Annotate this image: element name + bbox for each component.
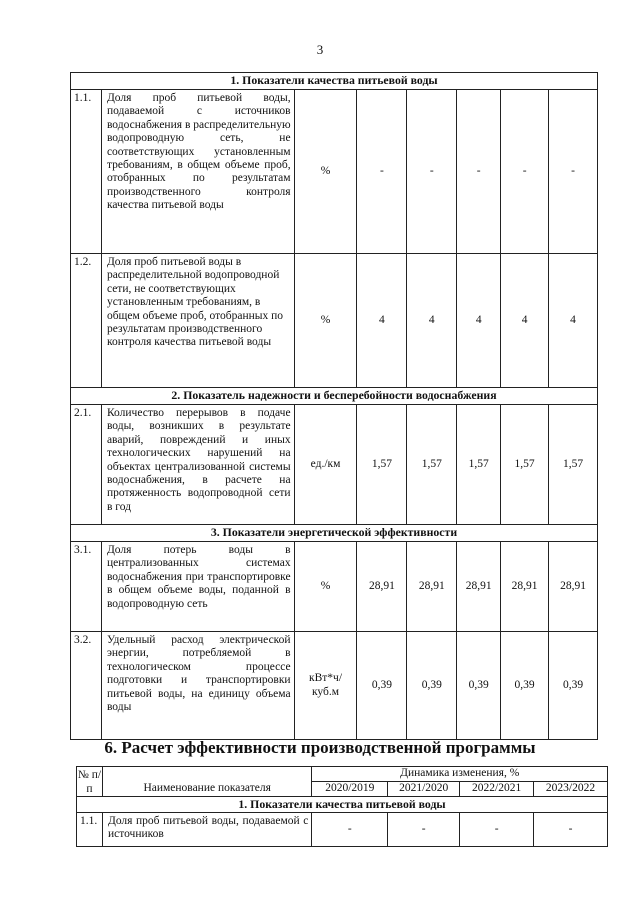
- value-cell: -: [357, 90, 407, 254]
- value-cell: 4: [457, 254, 501, 388]
- value-cell: 1,57: [407, 405, 457, 525]
- value-cell: 1,57: [357, 405, 407, 525]
- row-number: 1.1.: [71, 90, 102, 254]
- table-row: [71, 632, 598, 740]
- indicator-name: Доля проб питьевой воды, подаваемой с источников водоснабжения в распределительную водопроводную сеть, не соответствующих установленным требованиям, в общем объеме проб, отобранных по результатам производственного контроля качества питьевой воды: [101, 90, 294, 254]
- value-cell: 28,91: [549, 542, 598, 632]
- unit-cell: ед./км: [294, 405, 357, 525]
- indicator-name: Количество перерывов в подаче воды, возникших в результате аварий, повреждений и иных технологических нарушений на объектах централизованной системы водоснабжения, в расчете на протяженность водопроводной сети в год: [101, 405, 294, 525]
- table-row: [77, 813, 608, 847]
- page-number: 3: [316, 42, 324, 57]
- value-cell: -: [549, 90, 598, 254]
- unit-cell: кВт*ч/ куб.м: [294, 632, 357, 740]
- value-cell: 28,91: [357, 542, 407, 632]
- indicator-name: Доля потерь воды в централизованных системах водоснабжения при транспортировке в общем объеме воды, поданной в водопроводную сеть: [101, 542, 294, 632]
- value-cell: -: [534, 813, 608, 847]
- value-cell: 4: [357, 254, 407, 388]
- section-header-row: [71, 388, 598, 405]
- value-cell: 0,39: [501, 632, 549, 740]
- table-row: [71, 254, 598, 388]
- value-cell: 4: [549, 254, 598, 388]
- section-header-row: [71, 73, 598, 90]
- period-header: 2023/2022: [534, 782, 608, 797]
- table-row: [71, 90, 598, 254]
- value-cell: 28,91: [501, 542, 549, 632]
- unit-cell: %: [294, 542, 357, 632]
- section-title: 1. Показатели качества питьевой воды: [71, 73, 598, 90]
- table-row: [71, 542, 598, 632]
- dynamics-header: Динамика изменения, %: [312, 767, 608, 782]
- indicator-name: Доля проб питьевой воды в распределительной водопроводной сети, не соответствующих установленным требованиям, в общем объеме проб, отобранных по результатам производственного контроля качества питьевой воды: [101, 254, 294, 388]
- section-header-row: [77, 797, 608, 813]
- value-cell: 0,39: [357, 632, 407, 740]
- number-header: № п/п: [77, 768, 102, 795]
- value-cell: 0,39: [457, 632, 501, 740]
- period-header: 2022/2021: [460, 782, 534, 797]
- value-cell: 1,57: [457, 405, 501, 525]
- indicators-table: [70, 72, 598, 740]
- section-title: 2. Показатель надежности и бесперебойности водоснабжения: [71, 388, 598, 405]
- value-cell: -: [407, 90, 457, 254]
- efficiency-table: [76, 766, 608, 847]
- value-cell: 0,39: [549, 632, 598, 740]
- value-cell: -: [457, 90, 501, 254]
- name-header: Наименование показателя: [102, 767, 311, 797]
- table-row: [71, 405, 598, 525]
- indicator-name: Удельный расход электрической энергии, потребляемой в технологическом процессе подготовки и транспортировки питьевой воды, на единицу объема воды: [101, 632, 294, 740]
- value-cell: 28,91: [407, 542, 457, 632]
- row-number: 3.1.: [71, 542, 102, 632]
- value-cell: -: [312, 813, 388, 847]
- value-cell: -: [501, 90, 549, 254]
- section-title: 3. Показатели энергетической эффективности: [71, 525, 598, 542]
- unit-cell: %: [294, 90, 357, 254]
- row-number: 1.2.: [71, 254, 102, 388]
- row-number: 2.1.: [71, 405, 102, 525]
- value-cell: -: [388, 813, 460, 847]
- section-header-row: [71, 525, 598, 542]
- value-cell: 1,57: [501, 405, 549, 525]
- value-cell: 1,57: [549, 405, 598, 525]
- row-number: 3.2.: [71, 632, 102, 740]
- value-cell: 4: [407, 254, 457, 388]
- section-heading: 6. Расчет эффективности производственной программы: [104, 738, 536, 757]
- row-number: 1.1.: [77, 813, 103, 847]
- value-cell: 28,91: [457, 542, 501, 632]
- unit-cell: %: [294, 254, 357, 388]
- value-cell: 4: [501, 254, 549, 388]
- section-title: 1. Показатели качества питьевой воды: [77, 797, 608, 813]
- value-cell: -: [460, 813, 534, 847]
- value-cell: 0,39: [407, 632, 457, 740]
- period-header: 2020/2019: [312, 782, 388, 797]
- header-row: [77, 767, 608, 782]
- indicator-name: Доля проб питьевой воды, подаваемой с источников: [102, 813, 311, 847]
- period-header: 2021/2020: [388, 782, 460, 797]
